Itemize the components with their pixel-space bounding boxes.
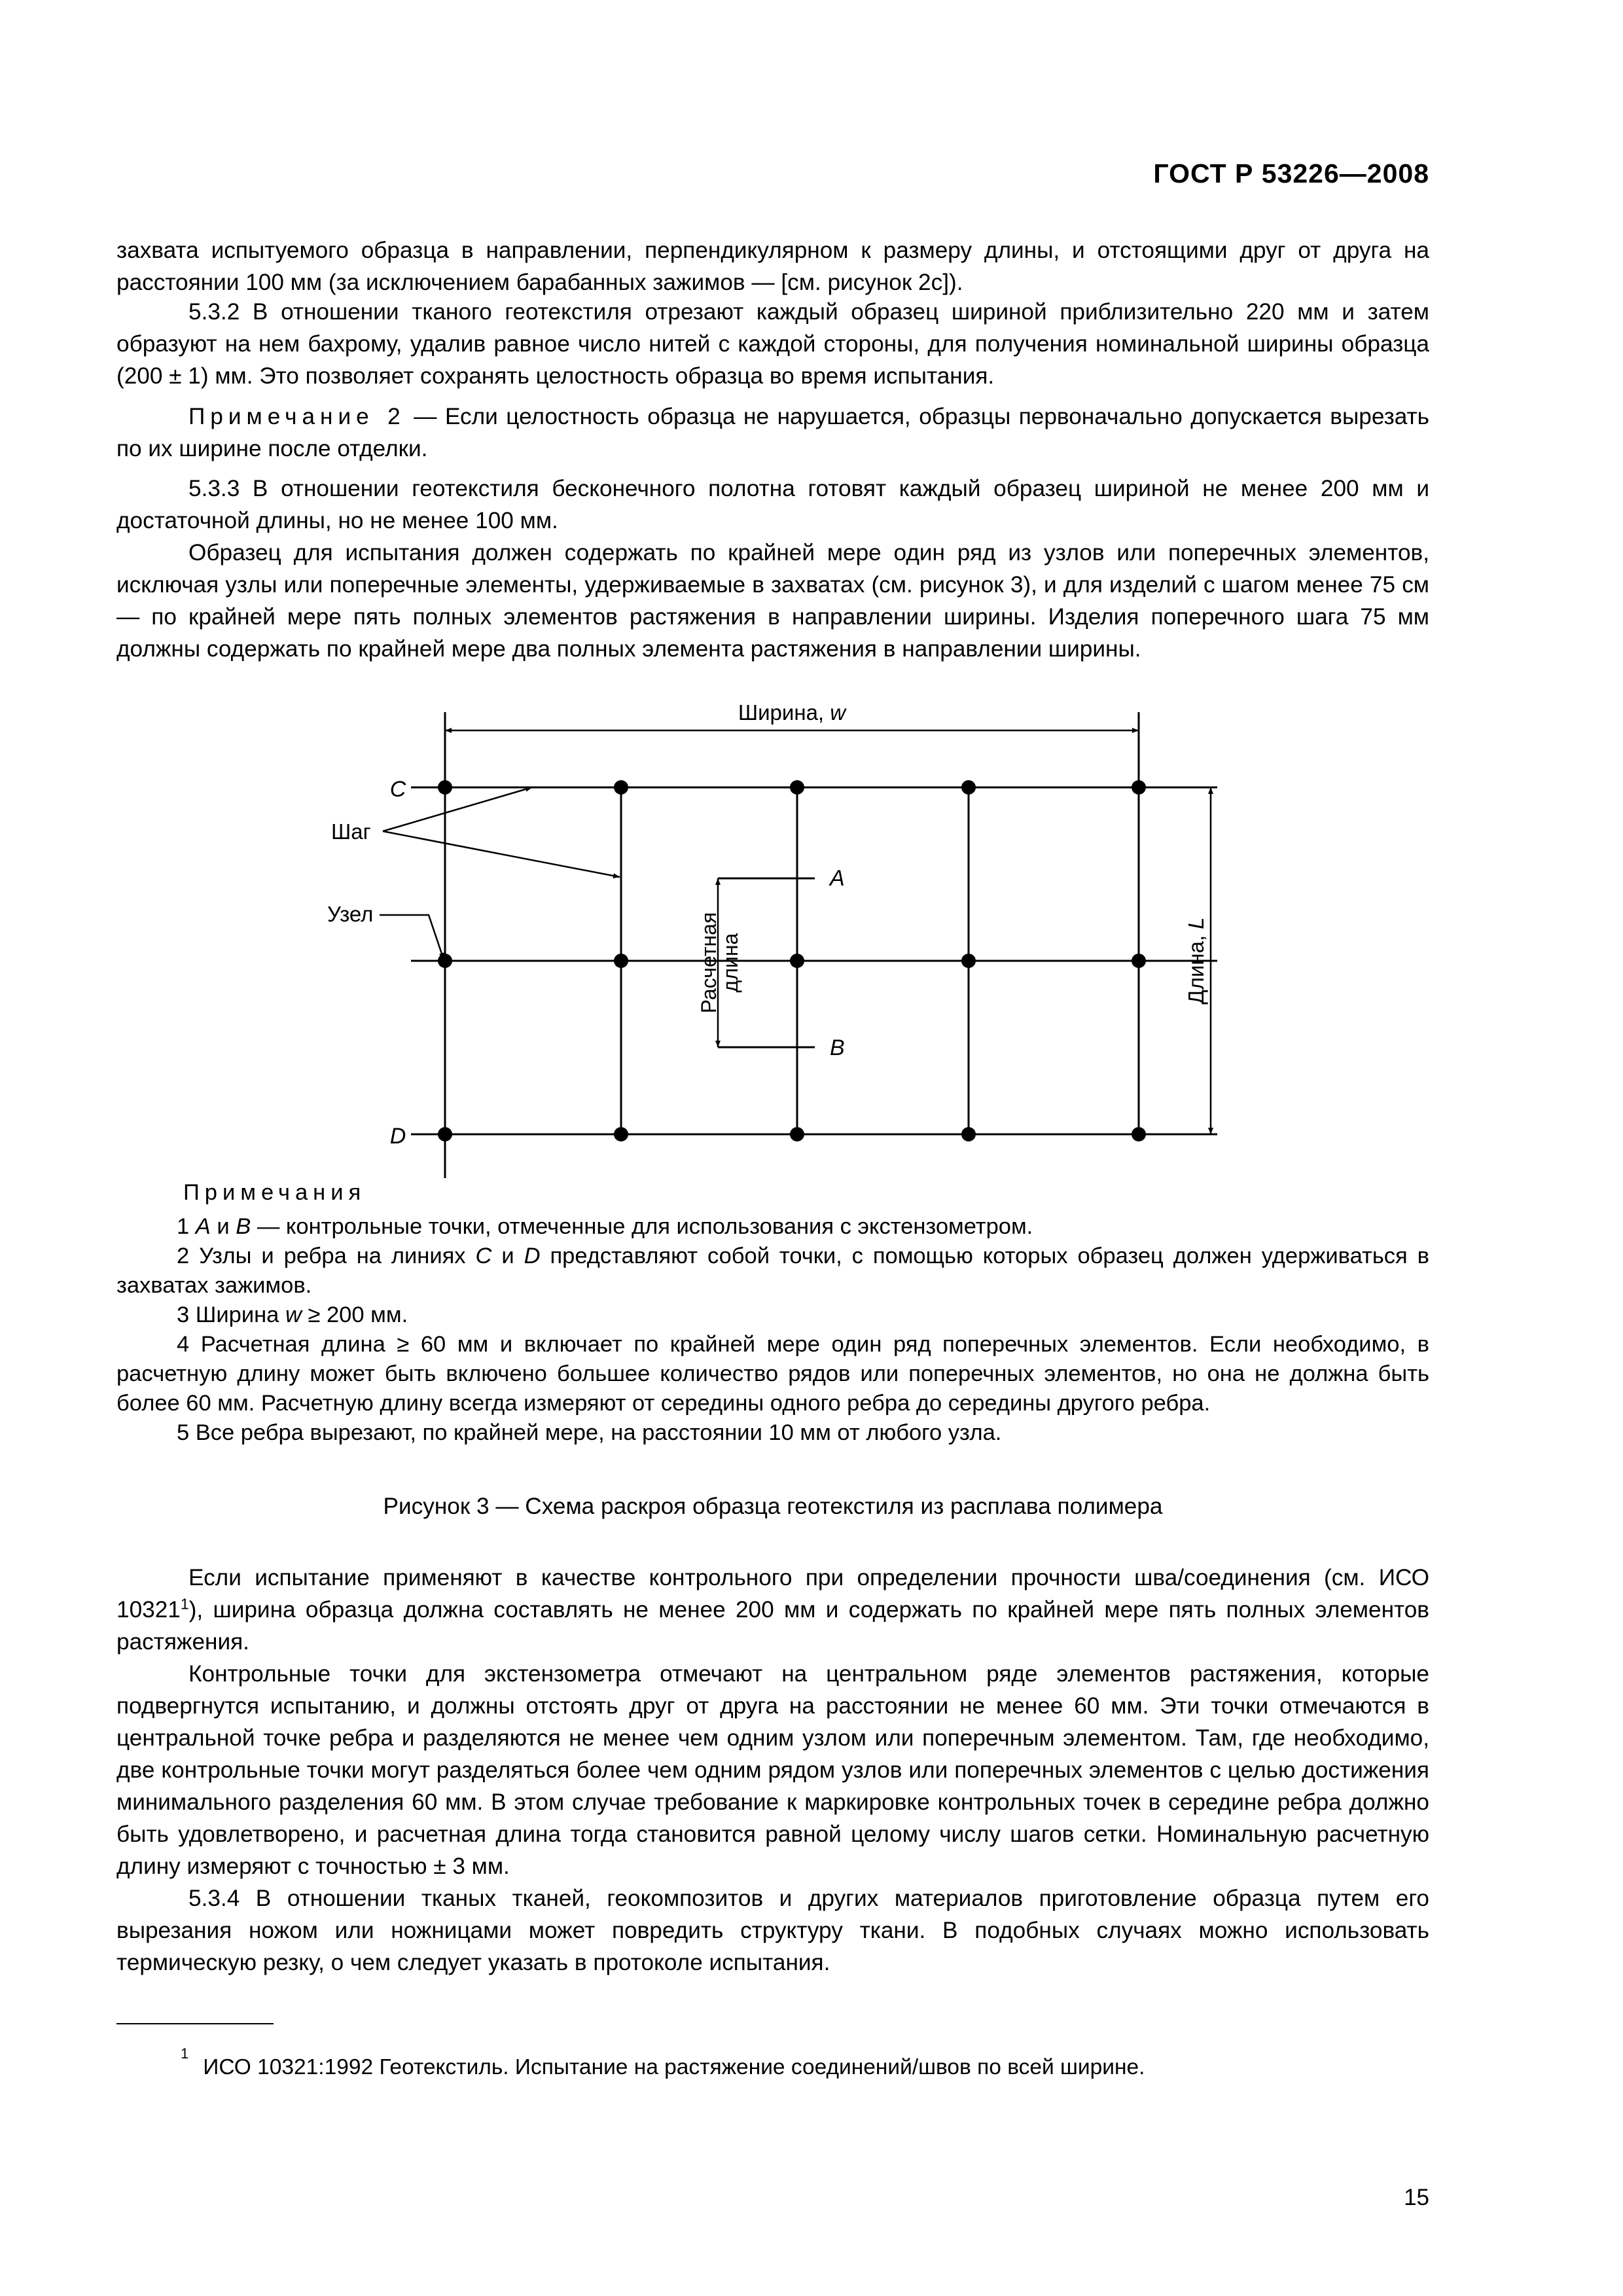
paragraph-extensometer-points: Контрольные точки для экстензометра отмечают на центральном ряде элементов растяжения, которые подвергнутся испытанию, и должны отстоять друг от друга на расстоянии не менее 60 мм. Эти точки отмечаются в центральной точке ребра и разделяются не менее чем одним узлом или поперечным элементом. Там, где необходимо, две контрольные точки могут разделяться более чем одним рядом узлов или поперечных элементов с целью достижения минимального разделения 60 мм. В этом случае требование к маркировке контрольных точек в середине ребра должно быть удовлетворено, и расчетная длина тогда становится равной целому числу шагов сетки. Номинальную расчетную длину измеряют с точностью ± 3 мм. (116, 1661, 1429, 1879)
note-2-text: — Если целостность образца не нарушается, образцы первоначально допускается вырезать по их ширине после отделки. (116, 404, 1429, 461)
note-item-2: 2 Узлы и ребра на линиях C и D представляют собой точки, с помощью которых образец должен удерживаться в захватах зажимов. (116, 1244, 1430, 1298)
node-label: Узел (327, 902, 374, 926)
pitch-label: Шаг (331, 819, 371, 844)
note-item-5: 5 Все ребра вырезают, по крайней мере, на расстоянии 10 мм от любого узла. (177, 1420, 1002, 1445)
document-header-id: ГОСТ Р 53226—2008 (1153, 158, 1429, 188)
point-a-label: A (830, 866, 845, 891)
point-d-label: D (389, 1124, 406, 1149)
note-item-4: 4 Расчетная длина ≥ 60 мм и включает по крайней мере один ряд поперечных элементов. Если необходимо, в расчетную длину может быть включено большее количество рядов или поперечных элементов, но она не должна быть более 60 мм. Расчетную длину всегда измеряют от середины одного ребра до середины другого ребра. (116, 1332, 1429, 1416)
footnote-text: ИСО 10321:1992 Геотекстиль. Испытание на растяжение соединений/швов по всей ширине. (203, 2055, 1145, 2080)
point-c-label: C (389, 777, 406, 802)
notes-title: Примечания (183, 1180, 366, 1205)
paragraph-5-3-2: 5.3.2 В отношении тканого геотекстиля отрезают каждый образец шириной приблизительно 220 мм и затем образуют на нем бахрому, удалив равное число нитей с каждой стороны, для получения номинальной ширины образца (200 ± 1) мм. Это позволяет сохранять целостность образца во время испытания. (116, 299, 1429, 389)
footnote-separator (116, 2023, 274, 2024)
note-2-label: Примечание 2 (188, 404, 406, 429)
point-b-label: B (830, 1035, 845, 1060)
paragraph-5-3-4: 5.3.4 В отношении тканых тканей, геокомпозитов и других материалов приготовление образца путем его вырезания ножом или ножницами может повредить структуру ткани. В подобных случаях можно использовать термическую резку, о чем следует указать в протоколе испытания. (116, 1886, 1429, 1975)
gauge-length-label-line2: длина (719, 933, 742, 993)
paragraph-control-test: Если испытание применяют в качестве контрольного при определении прочности шва/соединения (см. ИСО 10321$^1$), ширина образца должна составлять не менее 200 мм и содержать по крайней мере пять полных элементов растяжения. (116, 1565, 1429, 1655)
figure-caption: Рисунок 3 — Схема раскроя образца геотекстиля из расплава полимера (383, 1494, 1163, 1519)
paragraph-5-3-3: 5.3.3 В отношении геотекстиля бесконечного полотна готовят каждый образец шириной не менее 200 мм и достаточной длины, но не менее 100 мм. (116, 476, 1429, 533)
footnote (181, 2045, 1145, 2080)
footnote-mark: 1 (181, 2045, 189, 2062)
footnote-ref: 1 (180, 1595, 189, 1613)
note-item-3: 3 Ширина w ≥ 200 мм. (177, 1302, 408, 1327)
gauge-length-label-line1: Расчетная (697, 912, 721, 1014)
paragraph-continuation: захвата испытуемого образца в направлении, перпендикулярном к размеру длины, и отстоящими друг от друга на расстоянии 100 мм (за исключением барабанных зажимов — [см. рисунок 2с]). (116, 238, 1429, 295)
page-number: 15 (1404, 2185, 1429, 2210)
paragraph-sample-requirements: Образец для испытания должен содержать по крайней мере один ряд из узлов или поперечных элементов, исключая узлы или поперечные элементы, удерживаемые в захватах (см. рисунок 3), и для изделий с шагом менее 75 см — по крайней мере пять полных элементов растяжения в направлении ширины. Изделия поперечного шага 75 мм должны содержать по крайней мере два полных элемента растяжения в направлении ширины. (116, 540, 1429, 662)
length-label: Длина, L (1184, 917, 1208, 1005)
width-label: Ширина, w (738, 700, 846, 725)
note-item-1: 1 A и B — контрольные точки, отмеченные для использования с экстензометром. (177, 1214, 1033, 1239)
